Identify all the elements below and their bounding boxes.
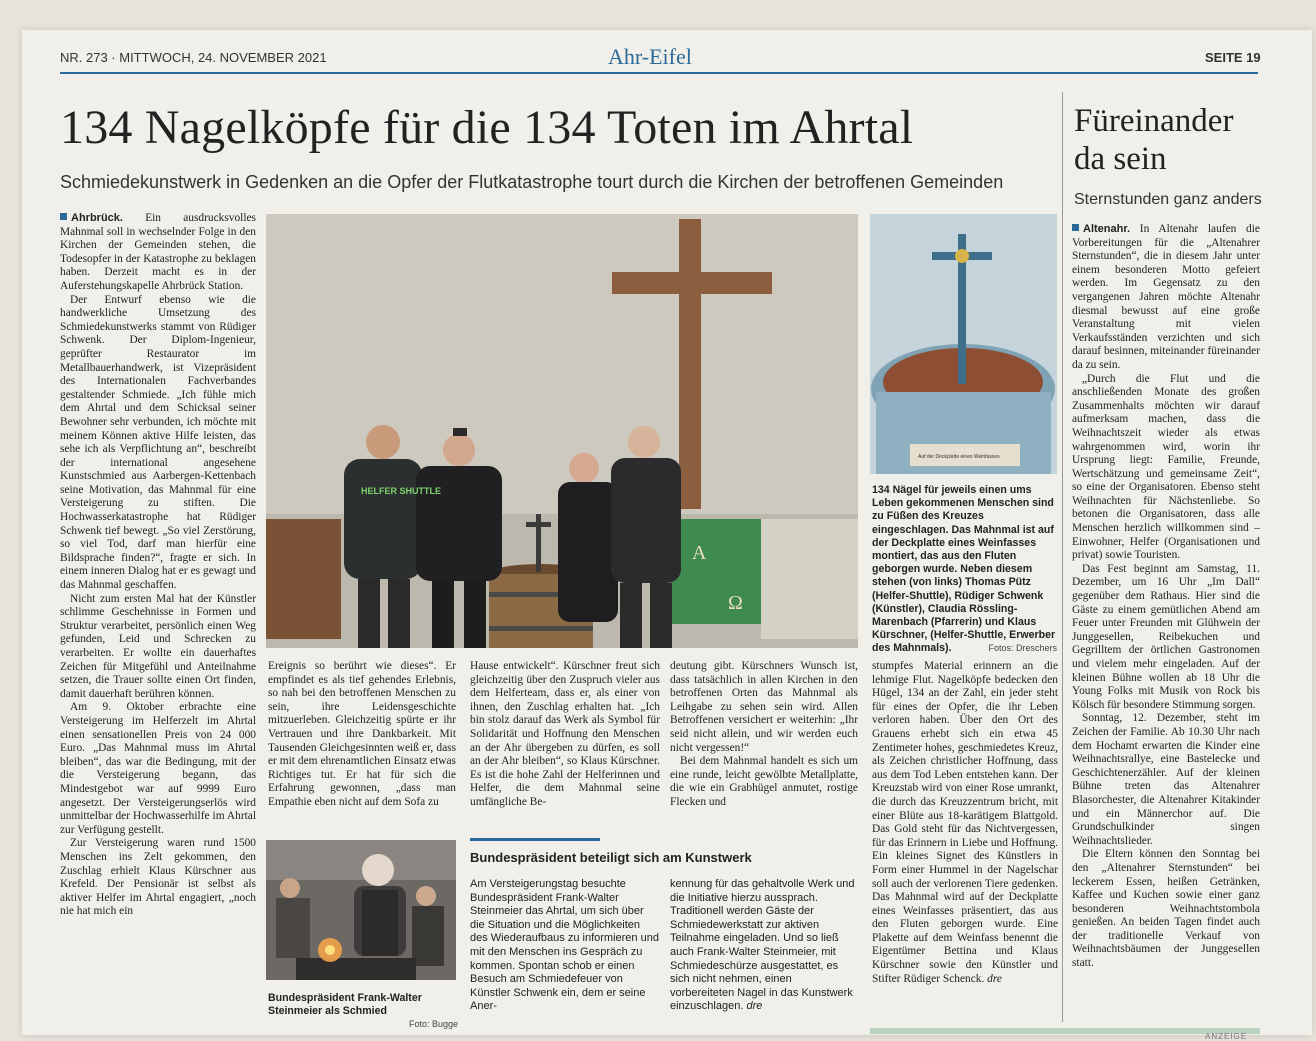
column-divider [1062, 92, 1063, 1022]
article-dateline: Ahrbrück. [71, 212, 123, 224]
paragraph: In Altenahr laufen die Vorbereitungen für die „Altenahrer Sternstunden“, die in diesem Jahr unter einem besonderen Motto gefeiert werden. Im Gegensatz zu den vergangenen Jahren möchte Altenahr diesmal bewusst auf eine große Veranstaltung mit vielen Verkaufsständen verzichten und sich darauf besinnen, miteinander füreinander da zu sein. [1072, 223, 1260, 371]
paragraph [670, 878, 858, 1014]
department-title: Ahr-Eifel [608, 44, 692, 69]
paragraph: Ereignis so berührt wie dieses“. Er empfindet es als tief gehendes Erlebnis, so nah bei den betroffenen Menschen zu sein, ihre Leidensgeschichte mitzuerleben. Gleichzeitig spürte er ihr Vertrauen und ihre Dankbarkeit. Mit Tausenden Gleichgesinnten weiß er, dass er mit dem ehrenamtlichen Einsatz etwas Richtiges tut. Er hat für sich die Erfahrung gewonnen, „dass man Empathie eben nicht auf dem Sofa zu [268, 660, 456, 808]
paragraph: Am Versteigerungstag besuchte Bundespräsident Frank-Walter Steinmeier das Ahrtal, um sich über die Situation und die Möglichkeiten des Wiederaufbaus zu informieren und mit den Menschen ins Gespräch zu kommen. Spontan schob er einen Besuch am Schmiedefeuer von Künstler Schwenk ein, dem er seine Aner- [470, 878, 659, 1013]
paragraph: deutung gibt. Kürschners Wunsch ist, dass tatsächlich in allen Kirchen in den betroffenen Orten das Mahnmal als Leihgabe zu sehen sein wird. Allen Betroffenen versichert er weiterhin: „Ihr seid nicht allein, und wir werden euch nicht vergessen!“ [670, 660, 858, 754]
header-rule [60, 72, 1258, 74]
article-subheadline: Schmiedekunstwerk in Gedenken an die Opfer der Flutkatastrophe tourt durch die Kirchen der betroffenen Gemeinden [60, 172, 1004, 192]
photo-credit: Fotos: Dreschers [988, 643, 1057, 654]
article-headline: 134 Nagelköpfe für die 134 Toten im Ahrtal [60, 101, 914, 154]
paragraph: „Durch die Flut und die anschließenden Monate des großen Zusammenhalts möchten wir darauf aufmerksam machen, dass die Weihnachtszeit wieder als etwas wahrgenommen wird, worin ihr Ursprung liegt: Familie, Freunde, Wertschätzung und gemeinsame Zeit“, so eine der Organisatoren. Ebenso steht Weihnachten für Nächstenliebe. So betonen die Organisatoren, dass alle Menschen herzlich willkommen sind – Einwohner, Helfer (Organisationen und privat) sowie Touristen. [1072, 372, 1260, 562]
steinmeier-photo [266, 840, 456, 980]
caption-text: 134 Nägel für jeweils einen ums Leben gekommenen Menschen sind zu Füßen des Kreuzes eingeschlagen. Das Mahnmal ist auf der Deckplatte eines Weinfasses montiert, das aus den Fluten geborgen wurde. Neben diesem stehen (von links) Thomas Pütz (Helfer-Shuttle), Rüdiger Schwenk (Künstler), Claudia Rössling-Marenbach (Pfarrerin) und Klaus Kürschner, (Helfer-Shuttle, Erwerber des Mahnmals). [872, 484, 1056, 655]
paragraph-text: kennung für das gehaltvolle Werk und die Initiative hierzu aussprach. Traditionell werden Gäste der Schmiedewerkstatt zur aktiven Teilnahme eingeladen. Und so ließ auch Frank-Walter Steinmeier, mit Schmiedeschürze ausgestattet, es sich nicht nehmen, einen vorbereiteten Nagel in das Kunstwerk einzuschlagen. [670, 878, 855, 1013]
photo-credit: Foto: Bugge [408, 1019, 458, 1030]
square-bullet-icon [1072, 224, 1079, 231]
author-initials: dre [746, 1000, 763, 1013]
sidebar-subtitle: Sternstunden ganz anders [1074, 191, 1262, 208]
paragraph: Der Entwurf ebenso wie die handwerkliche Umsetzung des Schmiedekunstwerks stammt von Rüdiger Schwenk. Der Diplom-Ingenieur, geprüfter Restaurator im Metallbauerhandwerk, ist Vizepräsident des Internationalen Fachverbandes gestaltender Schmiede. „Ich fühle mich dem Ahrtal und dem Schicksal seiner Bewohner sehr verbunden, ich möchte mit meinem Können aktive Hilfe leisten, das sehe ich als Verpflichtung an“, beschreibt der international angesehene Kunstschmied aus Aarbergen-Kettenbach seine Motivation, das Mahnmal für eine Versteigerung zu stiften. Die Hochwasserkatastrophe hat Rüdiger Schwenk tief bewegt. „So viel Zerstörung, so viel Tod, darf man hierfür eine Bildsprache finden?“, fragte er sich. In einem inneren Dialog hat er es gewagt und das Mahnmal geschaffen. [60, 293, 256, 592]
author-initials: dre [987, 972, 1002, 985]
paragraph: Ein ausdrucksvolles Mahnmal soll in wechselnder Folge in den Kirchen der Gemeinden stehen, die Todesopfer in der Katastrophe zu beklagen haben. Derzeit macht es in der Auferstehungskapelle Ahrbrück Station. [60, 212, 256, 292]
issue-info: NR. 273 · MITTWOCH, 24. NOVEMBER 2021 [60, 50, 327, 65]
paragraph: Nicht zum ersten Mal hat der Künstler schlimme Geschehnisse in Formen und Struktur verarbeitet, persönlich einen Weg gefunden, Leid und Schrecken zu verarbeiten. Er wollte ein dauerhaftes Zeichen für Mitgefühl und Anteilnahme setzen, die Trauer sollte einen Ort finden, damit dauerhaft berühren können. [60, 592, 256, 700]
memorial-photo [870, 214, 1057, 474]
blacksmith-scene-illustration [266, 840, 456, 980]
svg-text:A: A [692, 542, 707, 564]
article-column-1 [60, 212, 256, 1012]
paragraph: Zur Versteigerung waren rund 1500 Menschen ins Zelt gekommen, den Zuschlag erhielt Klaus Kürschner aus Krefeld. Der Pensionär ist selbst als aktiver Helfer im Ahrtal engagiert, „noch nie hat mich ein [60, 837, 256, 918]
paragraph: Am 9. Oktober erbrachte eine Versteigerung im Helferzelt im Ahrtal einen sensationellen Preis von 24 000 Euro. „Das Mahnmal muss im Ahrtal bleiben“, das war die Bedingung, mit der die Versteigerung begann, das Mindestgebot war auf 9999 Euro angesetzt. Der Versteigerungserlös wird unmittelbar der Hochwasserhilfe im Ahrtal zur Verfügung gestellt. [60, 701, 256, 836]
box-accent-rule [470, 838, 600, 841]
box-column-2 [670, 878, 858, 1018]
paragraph: Bei dem Mahnmal handelt es sich um eine runde, leicht gewölbte Metallplatte, die wie ein Grabhügel anmutet, rostige Flecken und [670, 755, 858, 808]
ad-band [870, 1028, 1260, 1034]
sidebar-dateline: Altenahr. [1083, 223, 1131, 235]
paragraph [872, 660, 1058, 986]
sidebar-column [1072, 223, 1260, 1028]
memorial-closeup-illustration [870, 214, 1057, 474]
article-column-5 [872, 660, 1058, 1040]
page-number: SEITE 19 [1205, 50, 1261, 65]
box-column-1 [470, 878, 660, 1018]
article-column-3 [470, 660, 660, 832]
small-photo-caption [268, 992, 458, 1031]
sidebar-title: Füreinander da sein [1074, 103, 1234, 177]
paragraph: Das Fest beginnt am Samstag, 11. Dezember, um 16 Uhr „Im Dall“ gegenüber dem Rathaus. Hier sind die Gäste zu einem gemütlichen Abend am Feuer unter Freunden mit Glühwein der Junggesellen, Reibekuchen und Gegrilltem der örtlichen Gastronomen und vielem mehr eingeladen. Auf der kleinen Bühne wollen ab 18 Uhr die Young Folks mit Musik von Rock bis Kölsch für besondere Stimmung sorgen. [1072, 562, 1260, 711]
paragraph: Sonntag, 12. Dezember, steht im Zeichen der Familie. Ab 10.30 Uhr nach dem Hochamt erwarten die Kinder eine Weihnachtsrallye, eine Bastelecke und Geschichtenerzähler. Auf der kleinen Bühne treten das Altenahrer Blasorchester, die Altenahrer Kitakinder und ein Männerchor auf. Die Grundschulkinder singen Weihnachtslieder. [1072, 712, 1260, 847]
box-title: Bundespräsident beteiligt sich am Kunstwerk [470, 850, 752, 865]
svg-text:Ω: Ω [728, 592, 743, 614]
main-photo [266, 214, 858, 648]
article-column-2 [268, 660, 456, 832]
square-bullet-icon [60, 213, 67, 220]
ad-label: ANZEIGE [1205, 1032, 1248, 1041]
main-photo-caption [872, 484, 1057, 656]
shirt-label: HELFER SHUTTLE [361, 486, 441, 496]
memorial-scene-illustration [266, 214, 858, 648]
article-column-4 [670, 660, 858, 832]
paragraph: Die Eltern können den Sonntag bei den „Altenahrer Sternstunden“ bei leckerem Essen, heißen Getränken, Kaffee und Kuchen sowie einer ganz besonderen Weihnachtstombola genießen. An beiden Tagen findet auch der traditionelle Verkauf von Weihnachtsbäumen der Junggesellen statt. [1072, 848, 1260, 970]
paragraph-text: stumpfes Material erinnern an die lehmige Flut. Nagelköpfe bedecken den Hügel, 134 an der Zahl, ein jeder steht für eines der Opfer, die ihr Leben verloren haben. Über den Ort des Grauens erhebt sich ein etwa 45 Zentimeter hohes, geschmiedetes Kreuz, als Zeichen christlicher Hoffnung, dass aus dem Tod Leben entstehen kann. Der Kreuzstab wird von einer Rose umrankt, die durch das Kreuzzentrum bricht, mit einer Blüte aus 18-karätigem Blattgold. Das Gold steht für das Nichtvergessen, für das Erinnern in Liebe und Hoffnung. Ein kleines Signet des Künstlers in Form einer Hummel in der Nagelschar soll auch der verlorenen Tiere gedenken. Das Mahnmal wird auf der Deckplatte eines Weinfasses präsentiert, das aus den Fluten geborgen wurde. Eine Plakette auf dem Weinfass benennt die Eigentümer Bettina und Klaus Kürschner sowie den Künstler und Stifter Rüdiger Schenck. [872, 660, 1058, 985]
paragraph: Hause entwickelt“. Kürschner freut sich gleichzeitig über den Zuspruch vieler aus dem Helferteam, dass er, als einer von ihnen, den Zuschlag erhalten hat. „Ich bin stolz darauf das Werk als Symbol für Solidarität und Hoffnung den Menschen an der Ahr übergeben zu dürfen, es soll an der Ahr bleiben“, so Klaus Kürschner. Es ist die hohe Zahl der Helferinnen und Helfer, die dem Mahnmal seine umfängliche Be- [470, 660, 660, 808]
caption-text: Bundespräsident Frank-Walter Steinmeier als Schmied [268, 992, 422, 1018]
plaque-text: Auf der Deckplatte eines Weinfasses [918, 454, 1000, 460]
